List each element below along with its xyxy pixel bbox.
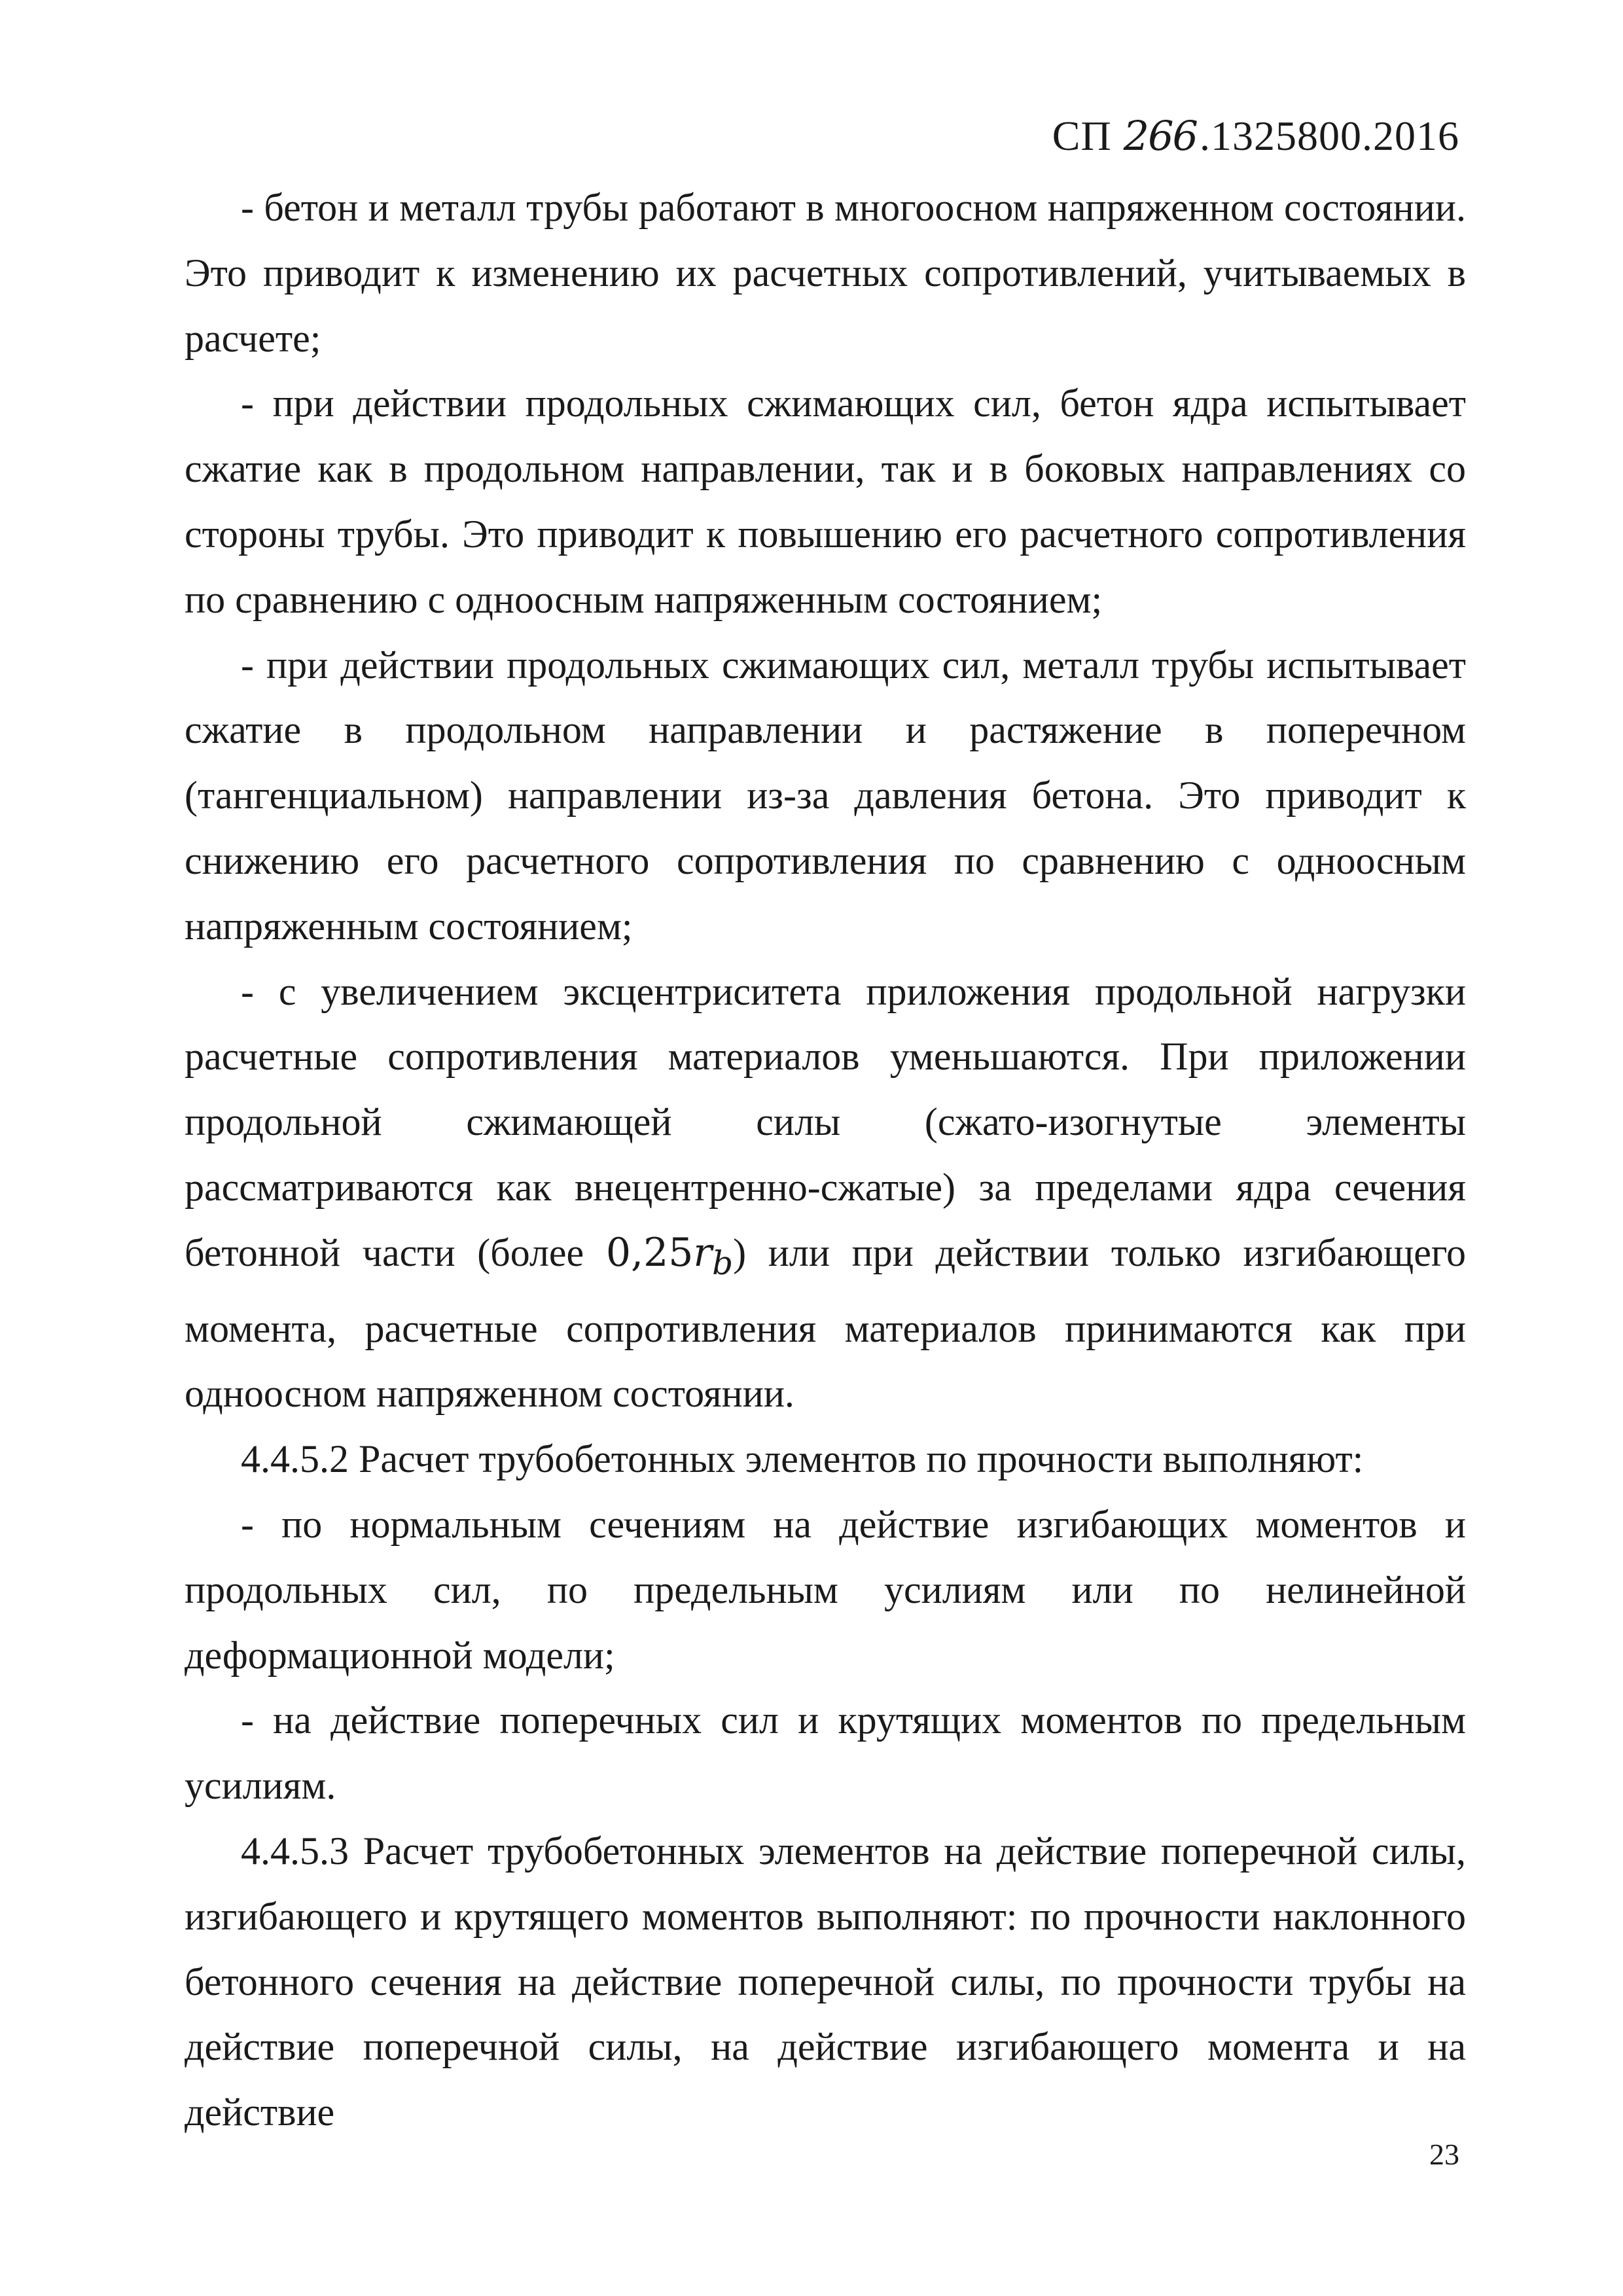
formula-variable: r xyxy=(693,1229,713,1276)
paragraph: - бетон и металл трубы работают в многоосном напряженном состоянии. Это приводит к изменению их расчетных сопротивлений, учитываемых в расчете; xyxy=(185,186,1466,360)
inline-formula xyxy=(605,1229,734,1282)
handwritten-number: 266 xyxy=(1123,112,1197,160)
page-number: 23 xyxy=(1429,2138,1459,2171)
paragraph: - при действии продольных сжимающих сил, бетон ядра испытывает сжатие как в продольном направлении, так и в боковых направлениях со стороны трубы. Это приводит к повышению его расчетного сопротивления по сравнению с одноосным напряженным состоянием; xyxy=(185,382,1466,621)
paragraph: - на действие поперечных сил и крутящих моментов по предельным усилиям. xyxy=(185,1698,1466,1808)
standard-suffix: .1325800.2016 xyxy=(1200,113,1459,159)
formula-number: 0,25 xyxy=(605,1229,694,1276)
formula-subscript: b xyxy=(712,1244,734,1282)
document-header xyxy=(1052,110,1459,162)
body-text xyxy=(185,175,1466,2145)
section-paragraph-4-4-5-3: 4.4.5.3 Расчет трубобетонных элементов на действие поперечной силы, изгибающего и крутящего моментов выполняют: по прочности наклонного бетонного сечения на действие поперечной силы, по прочности трубы на действие поперечной силы, на действие изгибающего момента и на действие xyxy=(185,1829,1466,2134)
section-heading-4-4-5-2: 4.4.5.2 Расчет трубобетонных элементов по прочности выполняют: xyxy=(241,1437,1364,1481)
paragraph: - при действии продольных сжимающих сил, металл трубы испытывает сжатие в продольном направлении и растяжение в поперечном (тангенциальном) направлении из-за давления бетона. Это приводит к снижению его расчетного сопротивления по сравнению с одноосным напряженным состоянием; xyxy=(185,643,1466,948)
paragraph-text: ) или при действии только изгибающего момента, расчетные сопротивления материалов принимаются как при одноосном напряженном состоянии. xyxy=(185,1230,1466,1416)
standard-prefix: СП xyxy=(1052,113,1112,159)
paragraph-text: - с увеличением эксцентриситета приложения продольной нагрузки расчетные сопротивления материалов уменьшаются. При приложении продольной сжимающей силы (сжато-изогнутые элементы рассматриваются как внецентренно-сжатые) за пределами ядра сечения бетонной части (более xyxy=(185,969,1466,1274)
paragraph-with-formula xyxy=(185,960,1466,1427)
paragraph: - по нормальным сечениям на действие изгибающих моментов и продольных сил, по предельным усилиям или по нелинейной деформационной модели; xyxy=(185,1502,1466,1677)
